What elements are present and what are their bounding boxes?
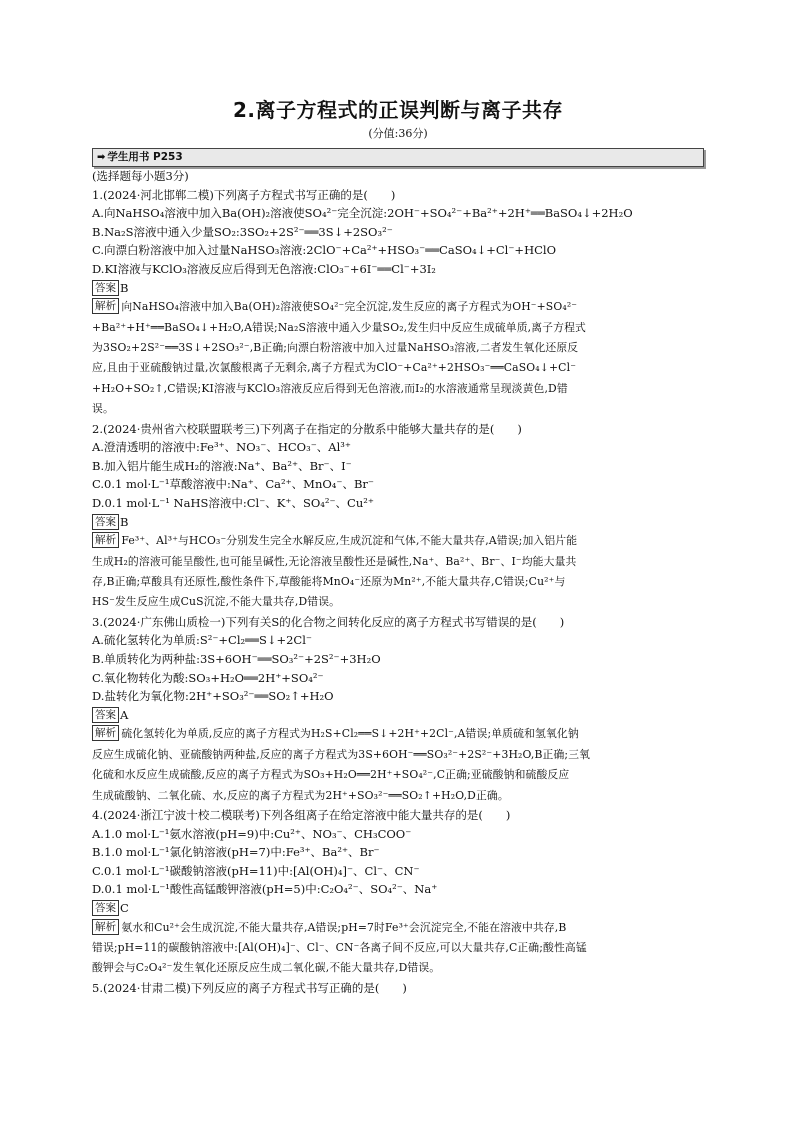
arrow-right-icon: ➡ xyxy=(97,152,106,163)
answer-option[interactable]: A.澄清透明的溶液中:Fe³⁺、NO₃⁻、HCO₃⁻、Al³⁺ xyxy=(92,440,351,455)
question-block xyxy=(92,979,704,998)
analysis-line xyxy=(92,786,704,806)
answer-line xyxy=(92,513,704,532)
page-title: 2.离子方程式的正误判断与离子共存 xyxy=(232,98,563,122)
analysis-line xyxy=(92,379,704,399)
answer-option[interactable]: C.0.1 mol·L⁻¹碳酸钠溶液(pH=11)中:[Al(OH)₄]⁻、Cl⁻、CN⁻ xyxy=(92,863,420,878)
analysis-text xyxy=(92,297,704,419)
book-reference: 学生用书 P253 xyxy=(107,151,183,163)
section-note: (选择题每小题3分) xyxy=(92,169,189,183)
analysis-line-text: 错误;pH=11的碳酸钠溶液中:[Al(OH)₄]⁻、Cl⁻、CN⁻各离子间不反应,可以大量共存,C正确;酸性高锰 xyxy=(92,940,587,954)
analysis-line xyxy=(92,918,704,938)
question-block xyxy=(92,186,704,420)
answer-option[interactable]: D.0.1 mol·L⁻¹酸性高锰酸钾溶液(pH=5)中:C₂O₄²⁻、SO₄²⁻、Na⁺ xyxy=(92,882,438,897)
answer-label: 答案 xyxy=(92,514,119,530)
analysis-text xyxy=(92,918,704,979)
answer-label: 答案 xyxy=(92,280,119,296)
book-reference-bar xyxy=(92,148,704,167)
analysis-line-text: 生成H₂的溶液可能呈酸性,也可能呈碱性,无论溶液呈酸性还是碱性,Na⁺、Ba²⁺、Br⁻、I⁻均能大量共 xyxy=(92,554,577,568)
analysis-line-text: 存,B正确;草酸具有还原性,酸性条件下,草酸能将MnO₄⁻还原为Mn²⁺,不能大量共存,C错误;Cu²⁺与 xyxy=(92,574,566,588)
question-block xyxy=(92,420,704,613)
analysis-line xyxy=(92,531,704,551)
answer-option[interactable]: D.KI溶液与KClO₃溶液反应后得到无色溶液:ClO₃⁻+6I⁻══Cl⁻+3I₂ xyxy=(92,261,436,276)
analysis-line xyxy=(92,765,704,785)
document-page xyxy=(92,96,704,997)
analysis-text xyxy=(92,724,704,806)
analysis-line-text: 为3SO₂+2S²⁻══3S↓+2SO₃²⁻,B正确;向漂白粉溶液中加入过量NaHSO₃溶液,二者发生氧化还原反 xyxy=(92,340,579,354)
answer-option[interactable]: B.单质转化为两种盐:3S+6OH⁻══SO₃²⁻+2S²⁻+3H₂O xyxy=(92,651,381,666)
analysis-line-text: 酸钾会与C₂O₄²⁻发生氧化还原反应生成二氧化碳,不能大量共存,D错误。 xyxy=(92,961,441,975)
answer-value: C xyxy=(120,900,129,915)
score-note: (分值:36分) xyxy=(368,127,428,140)
analysis-line xyxy=(92,552,704,572)
answer-option[interactable]: A.向NaHSO₄溶液中加入Ba(OH)₂溶液使SO₄²⁻完全沉淀:2OH⁻+SO₄²⁻+Ba²⁺+2H⁺══BaSO₄↓+2H₂O xyxy=(92,206,633,221)
analysis-line xyxy=(92,338,704,358)
answer-value: B xyxy=(120,514,129,529)
question-stem: 1.(2024·河北邯郸二模)下列离子方程式书写正确的是( ) xyxy=(92,187,396,202)
analysis-label: 解析 xyxy=(92,725,119,741)
analysis-label: 解析 xyxy=(92,298,119,314)
analysis-line xyxy=(92,592,704,612)
analysis-line xyxy=(92,938,704,958)
answer-option[interactable]: B.1.0 mol·L⁻¹氯化钠溶液(pH=7)中:Fe³⁺、Ba²⁺、Br⁻ xyxy=(92,845,380,860)
analysis-line xyxy=(92,745,704,765)
analysis-line xyxy=(92,297,704,317)
question-stem: 4.(2024·浙江宁波十校二模联考)下列各组离子在给定溶液中能大量共存的是( ) xyxy=(92,807,511,822)
answer-line xyxy=(92,706,704,725)
question-block xyxy=(92,613,704,806)
analysis-line xyxy=(92,958,704,978)
answer-option[interactable]: C.氧化物转化为酸:SO₃+H₂O══2H⁺+SO₄²⁻ xyxy=(92,670,324,685)
analysis-line xyxy=(92,572,704,592)
analysis-line xyxy=(92,318,704,338)
answer-label: 答案 xyxy=(92,707,119,723)
answer-value: B xyxy=(120,280,129,295)
answer-line xyxy=(92,899,704,918)
question-list xyxy=(92,186,704,998)
analysis-line-text: HS⁻发生反应生成CuS沉淀,不能大量共存,D错误。 xyxy=(92,595,341,609)
answer-value: A xyxy=(120,707,129,722)
analysis-line-text: 生成硫酸钠、二氧化硫、水,反应的离子方程式为2H⁺+SO₃²⁻══SO₂↑+H₂O,D正确。 xyxy=(92,788,509,802)
analysis-line xyxy=(92,724,704,744)
answer-option[interactable]: A.硫化氢转化为单质:S²⁻+Cl₂══S↓+2Cl⁻ xyxy=(92,633,312,648)
answer-option[interactable]: D.盐转化为氧化物:2H⁺+SO₃²⁻══SO₂↑+H₂O xyxy=(92,689,334,704)
analysis-line-text: 向NaHSO₄溶液中加入Ba(OH)₂溶液使SO₄²⁻完全沉淀,发生反应的离子方程式为OH⁻+SO₄²⁻ xyxy=(121,300,578,314)
analysis-line-text: Fe³⁺、Al³⁺与HCO₃⁻分别发生完全水解反应,生成沉淀和气体,不能大量共存,A错误;加入铝片能 xyxy=(121,534,578,548)
answer-option[interactable]: C.0.1 mol·L⁻¹草酸溶液中:Na⁺、Ca²⁺、MnO₄⁻、Br⁻ xyxy=(92,477,374,492)
analysis-line-text: +H₂O+SO₂↑,C错误;KI溶液与KClO₃溶液反应后得到无色溶液,而I₂的水溶液通常呈现淡黄色,D错 xyxy=(92,381,568,395)
analysis-line-text: 误。 xyxy=(92,402,114,416)
answer-option[interactable]: C.向漂白粉溶液中加入过量NaHSO₃溶液:2ClO⁻+Ca²⁺+HSO₃⁻══CaSO₄↓+Cl⁻+HClO xyxy=(92,243,557,258)
analysis-label: 解析 xyxy=(92,919,119,935)
analysis-line-text: 反应生成硫化钠、亚硫酸钠两种盐,反应的离子方程式为3S+6OH⁻══SO₃²⁻+2S²⁻+3H₂O,B正确;三氧 xyxy=(92,747,591,761)
analysis-line-text: +Ba²⁺+H⁺══BaSO₄↓+H₂O,A错误;Na₂S溶液中通入少量SO₂,发生归中反应生成硫单质,离子方程式 xyxy=(92,320,586,334)
analysis-text xyxy=(92,531,704,613)
analysis-line xyxy=(92,358,704,378)
question-stem: 2.(2024·贵州省六校联盟联考三)下列离子在指定的分散系中能够大量共存的是( ) xyxy=(92,421,522,436)
question-stem: 3.(2024·广东佛山质检一)下列有关S的化合物之间转化反应的离子方程式书写错误的是( ) xyxy=(92,614,565,629)
analysis-line xyxy=(92,399,704,419)
question-stem: 5.(2024·甘肃二模)下列反应的离子方程式书写正确的是( ) xyxy=(92,980,407,995)
answer-label: 答案 xyxy=(92,900,119,916)
answer-line xyxy=(92,279,704,298)
answer-option[interactable]: B.Na₂S溶液中通入少量SO₂:3SO₂+2S²⁻══3S↓+2SO₃²⁻ xyxy=(92,224,393,239)
answer-option[interactable]: D.0.1 mol·L⁻¹ NaHS溶液中:Cl⁻、K⁺、SO₄²⁻、Cu²⁺ xyxy=(92,495,374,510)
question-block xyxy=(92,806,704,979)
answer-option[interactable]: B.加入铝片能生成H₂的溶液:Na⁺、Ba²⁺、Br⁻、I⁻ xyxy=(92,458,352,473)
answer-option[interactable]: A.1.0 mol·L⁻¹氨水溶液(pH=9)中:Cu²⁺、NO₃⁻、CH₃COO⁻ xyxy=(92,826,412,841)
analysis-label: 解析 xyxy=(92,532,119,548)
analysis-line-text: 硫化氢转化为单质,反应的离子方程式为H₂S+Cl₂══S↓+2H⁺+2Cl⁻,A错误;单质硫和氢氧化钠 xyxy=(121,727,579,741)
analysis-line-text: 应,且由于亚硫酸钠过量,次氯酸根离子无剩余,离子方程式为ClO⁻+Ca²⁺+2HSO₃⁻══CaSO₄↓+Cl⁻ xyxy=(92,361,577,375)
analysis-line-text: 化硫和水反应生成硫酸,反应的离子方程式为SO₃+H₂O══2H⁺+SO₄²⁻,C正确;亚硫酸钠和硫酸反应 xyxy=(92,768,570,782)
analysis-line-text: 氨水和Cu²⁺会生成沉淀,不能大量共存,A错误;pH=7时Fe³⁺会沉淀完全,不能在溶液中共存,B xyxy=(121,920,567,934)
